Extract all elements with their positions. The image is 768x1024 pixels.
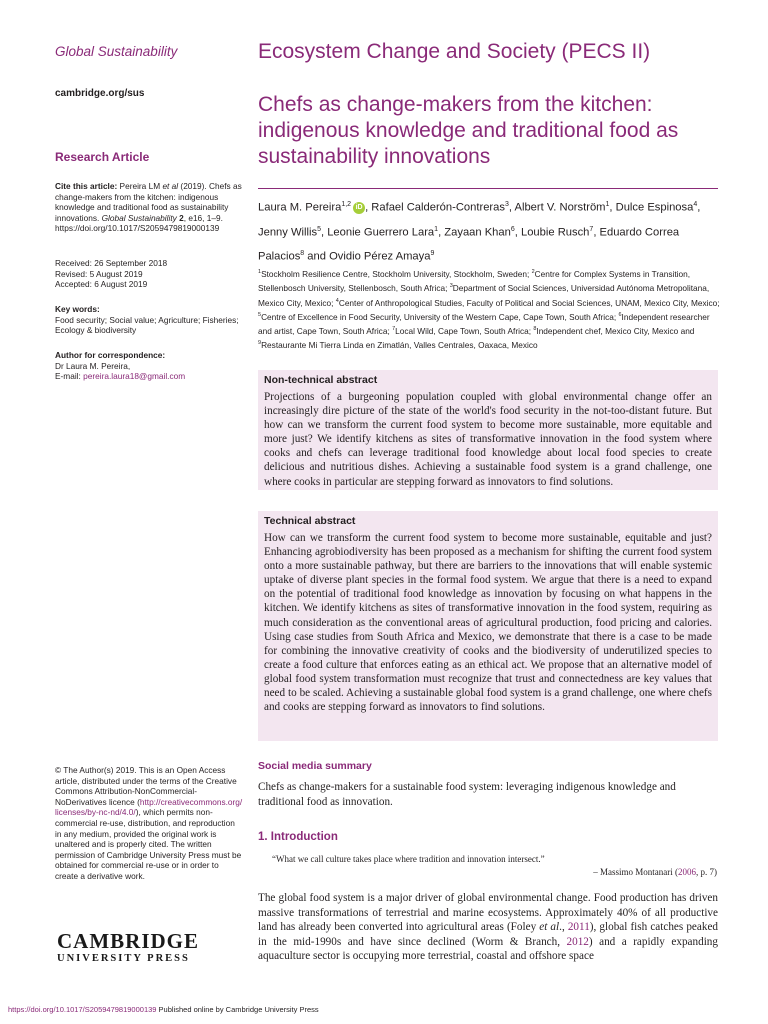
cambridge-logo [57,929,200,964]
affiliations [258,266,720,352]
citation-text-1: Pereira LM [117,181,163,191]
technical-abstract-text: How can we transform the current food system to become more sustainable, equitable and just? Enhancing agrobiodiversity has been proposed as a mechanism for shifting the current food system onto a more sustainable pathway, but there are barriers to the innovations that will enable systemic uptake of diverse plant species in the formal food system. We argue that there is a need to expand on the potential of traditional food knowledge as innovation by focusing on what happens in the kitchen. We identify kitchens as sites of transformative innovation in the food system, requiring as much consideration as the conventional areas of agricultural production, food pricing and calories. Using case studies from South Africa and Mexico, we demonstrate that there is a case to be made for combining the innovative creativity of cooks and the biodiversity of underutilized species to create a food culture that enforces eating as an ethical act. We propose that an alternative model of global food system transformation must recognize that trust and connectedness are key values that need to be scaled. Achieving a sustainable global food system is a grand challenge, one where chefs and cooks are stepping forward as innovators to find solutions. [264,532,712,714]
nontechnical-abstract-text: Projections of a burgeoning population coupled with global environmental change offer an increasingly dire picture of the state of the world's food security in the not-too-distant future. But how can we transform the current food system to become more sustainable, more equitable and more just? We identify kitchens as sites of transformative innovation in the food system where cooks and chefs can leverage traditional food knowledge about local food species to create delicious and nutritious dishes. Achieving a sustainable food system is a grand challenge, one where cooks in particular are stepping forward as innovators to find solutions. [264,391,712,488]
technical-abstract-box [258,511,718,741]
citation-etal: et al [162,181,179,191]
correspondence-block [55,350,245,382]
journal-url[interactable]: cambridge.org/sus [55,88,145,99]
author-affiliation-marker: 9 [430,250,435,258]
citation-volume: 2 [179,212,184,223]
page-footer [8,1005,319,1014]
correspondence-email-link[interactable]: pereira.laura18@gmail.com [83,371,186,382]
author-name: Leonie Guerrero Lara [327,226,435,239]
date-received: Received: 26 September 2018 [55,258,168,268]
citation-text-4: , e16, 1–9. https://doi.org/10.1017/S2059479819000139 [55,212,223,234]
author-affiliation-marker: 1 [605,201,610,208]
correspondence-name: Dr Laura M. Pereira, [55,360,131,371]
quote-citation-link[interactable]: 2006 [678,867,696,877]
nontechnical-abstract-box [258,370,718,490]
citation-journal: Global Sustainability [101,212,177,223]
author-affiliation-marker: 3 [504,201,509,208]
author-name: Rafael Calderón-Contreras [371,201,505,214]
social-media-heading: Social media summary [258,760,372,772]
author-name: Eduardo Correa Palacios [258,226,680,264]
author-affiliation-marker: 7 [589,225,594,233]
license-text-2: ), which permits non-commercial re-use, distribution, and reproduction in any medium, provided the original work is unaltered and is properly cited. The written permission of Cambridge University Press must be obtained for commercial re-use or in order to create a derivative work. [55,807,242,881]
affiliation-text: Local Wild, Cape Town, South Africa; [395,325,534,336]
affiliation-text: Restaurante Mi Tierra Linda en Zimatlán, Valles Centrales, Oaxaca, Mexico [261,340,538,351]
introduction-heading: 1. Introduction [258,831,338,843]
affiliation-text: Stockholm Resilience Centre, Stockholm University, Stockholm, Sweden; [261,268,532,279]
author-name: Zayaan Khan [444,226,511,239]
author-name: Albert V. Norström [514,201,606,214]
correspondence-label: Author for correspondence: [55,350,166,360]
dates-block [55,258,245,290]
author-affiliation-marker: 5 [317,225,321,233]
citation-text-2: (2019). Chefs as change-makers from the kitchen: indigenous knowledge and traditional food as sustainability innovations. [55,181,242,223]
date-revised: Revised: 5 August 2019 [55,268,143,279]
affiliation-marker: 5 [258,311,262,318]
affiliation-text: Independent researcher and artist, Cape Town, South Africa; [258,311,710,336]
affiliation-marker: 6 [618,311,622,318]
article-title: Chefs as change-makers from the kitchen: indigenous knowledge and traditional food as sustainability innovations [258,93,679,168]
technical-abstract-heading: Technical abstract [264,515,356,527]
correspondence-email-row: E-mail: pereira.laura18@gmail.com [55,371,186,382]
citation-link-foley[interactable]: 2011 [567,921,590,933]
license-block [55,765,243,882]
affiliation-marker: 2 [531,269,535,275]
quote-attribution: – Massimo Montanari (2006, p. 7) [593,867,717,877]
social-media-text: Chefs as change-makers for a sustainable food system: leveraging indigenous knowledge and traditional food as innovation. [258,781,676,808]
author-affiliation-marker: 8 [300,250,305,258]
epigraph-quote [272,853,717,879]
keywords-text: Food security; Social value; Agriculture; Fisheries; Ecology & biodiversity [55,314,239,336]
introduction-body: The global food system is a major driver of global environmental change. Food production has driven massive transformations of terrestrial and marine ecosystems. Approximately 40% of all productive land has already been converted into agricultural areas (Foley et al., 2011), global fish catches peaked in the mid-1990s and have since declined (Worm & Branch, 2012) and a rapidly expanding aquaculture sector is occupying more terrestrial, coastal and offshore space [258,892,719,962]
affiliation-marker: 1 [258,269,262,275]
series-title: Ecosystem Change and Society (PECS II) [258,40,651,63]
article-type: Research Article [55,150,150,164]
logo-sub-text: UNIVERSITY PRESS [57,953,190,964]
keywords-label: Key words: [55,304,100,314]
affiliation-marker: 4 [335,297,339,304]
affiliation-marker: 3 [449,283,453,290]
affiliation-text: Centre for Complex Systems in Transition, Stellenbosch University, Stellenbosch, South Africa; [258,268,691,294]
quote-text: “What we call culture takes place where tradition and innovation intersect.” [272,854,545,864]
author-list: Laura M. Pereira$^{1,2}$ iD , Rafael Calderón-Contreras$^3$, Albert V. Norström$^1$, Dulce Espinosa$^4$, Jenny Willis$^5$, Leonie Guerrero Lara$^1$, Zayaan Khan$^6$, Loubie Rusch$^7$, Eduardo Correa Palacios$^8$ and Ovidio Pérez Amaya$^9$ [258,201,701,264]
author-name: Laura M. Pereira [258,201,342,214]
logo-main-text: CAMBRIDGE [57,929,200,953]
author-name: Loubie Rusch [520,226,590,239]
affiliation-marker: 7 [392,326,396,333]
citation-link-worm[interactable]: 2012 [566,935,589,948]
author-affiliation-marker: 4 [693,201,698,208]
keywords-block [55,304,245,336]
footer-text: Published online by Cambridge University Press [156,1005,319,1014]
footer-doi-link[interactable]: https://doi.org/10.1017/S2059479819000139 [8,1005,157,1014]
affiliation-marker: 9 [258,340,262,347]
date-accepted: Accepted: 6 August 2019 [55,279,148,290]
author-name: Dulce Espinosa [615,201,694,214]
affiliation-text: Independent chef, Mexico City, Mexico and [536,325,695,336]
nontechnical-abstract-heading: Non-technical abstract [264,374,378,386]
journal-name: Global Sustainability [55,44,178,59]
orcid-icon[interactable]: iD [353,202,365,214]
title-divider [258,188,718,189]
affiliation-text: Center of Anthropological Studies, Faculty of Political and Social Sciences, UNAM, Mexico City, Mexico; [338,297,720,308]
author-affiliation-marker: 1,2 [341,201,352,208]
author-name: Jenny Willis [258,226,318,239]
license-text-1: © The Author(s) 2019. This is an Open Access article, distributed under the terms of the Creative Commons Attribution-NonCommercial-NoDerivatives licence ( [55,765,237,807]
author-name: Ovidio Pérez Amaya [329,251,431,264]
citation-block [55,181,245,234]
citation-label: Cite this article: [55,181,118,191]
author-affiliation-marker: 6 [510,225,515,233]
affiliation-text: Department of Social Sciences, Universidad Autónoma Metropolitana, Mexico City, Mexico; [258,283,710,308]
affiliation-text: Centre of Excellence in Food Security, University of the Western Cape, Cape Town, South Africa; [261,311,619,322]
license-link[interactable]: http://creativecommons.org/licenses/by-nc-nd/4.0/ [55,796,243,818]
affiliation-marker: 8 [533,326,537,333]
author-affiliation-marker: 1 [434,225,439,233]
